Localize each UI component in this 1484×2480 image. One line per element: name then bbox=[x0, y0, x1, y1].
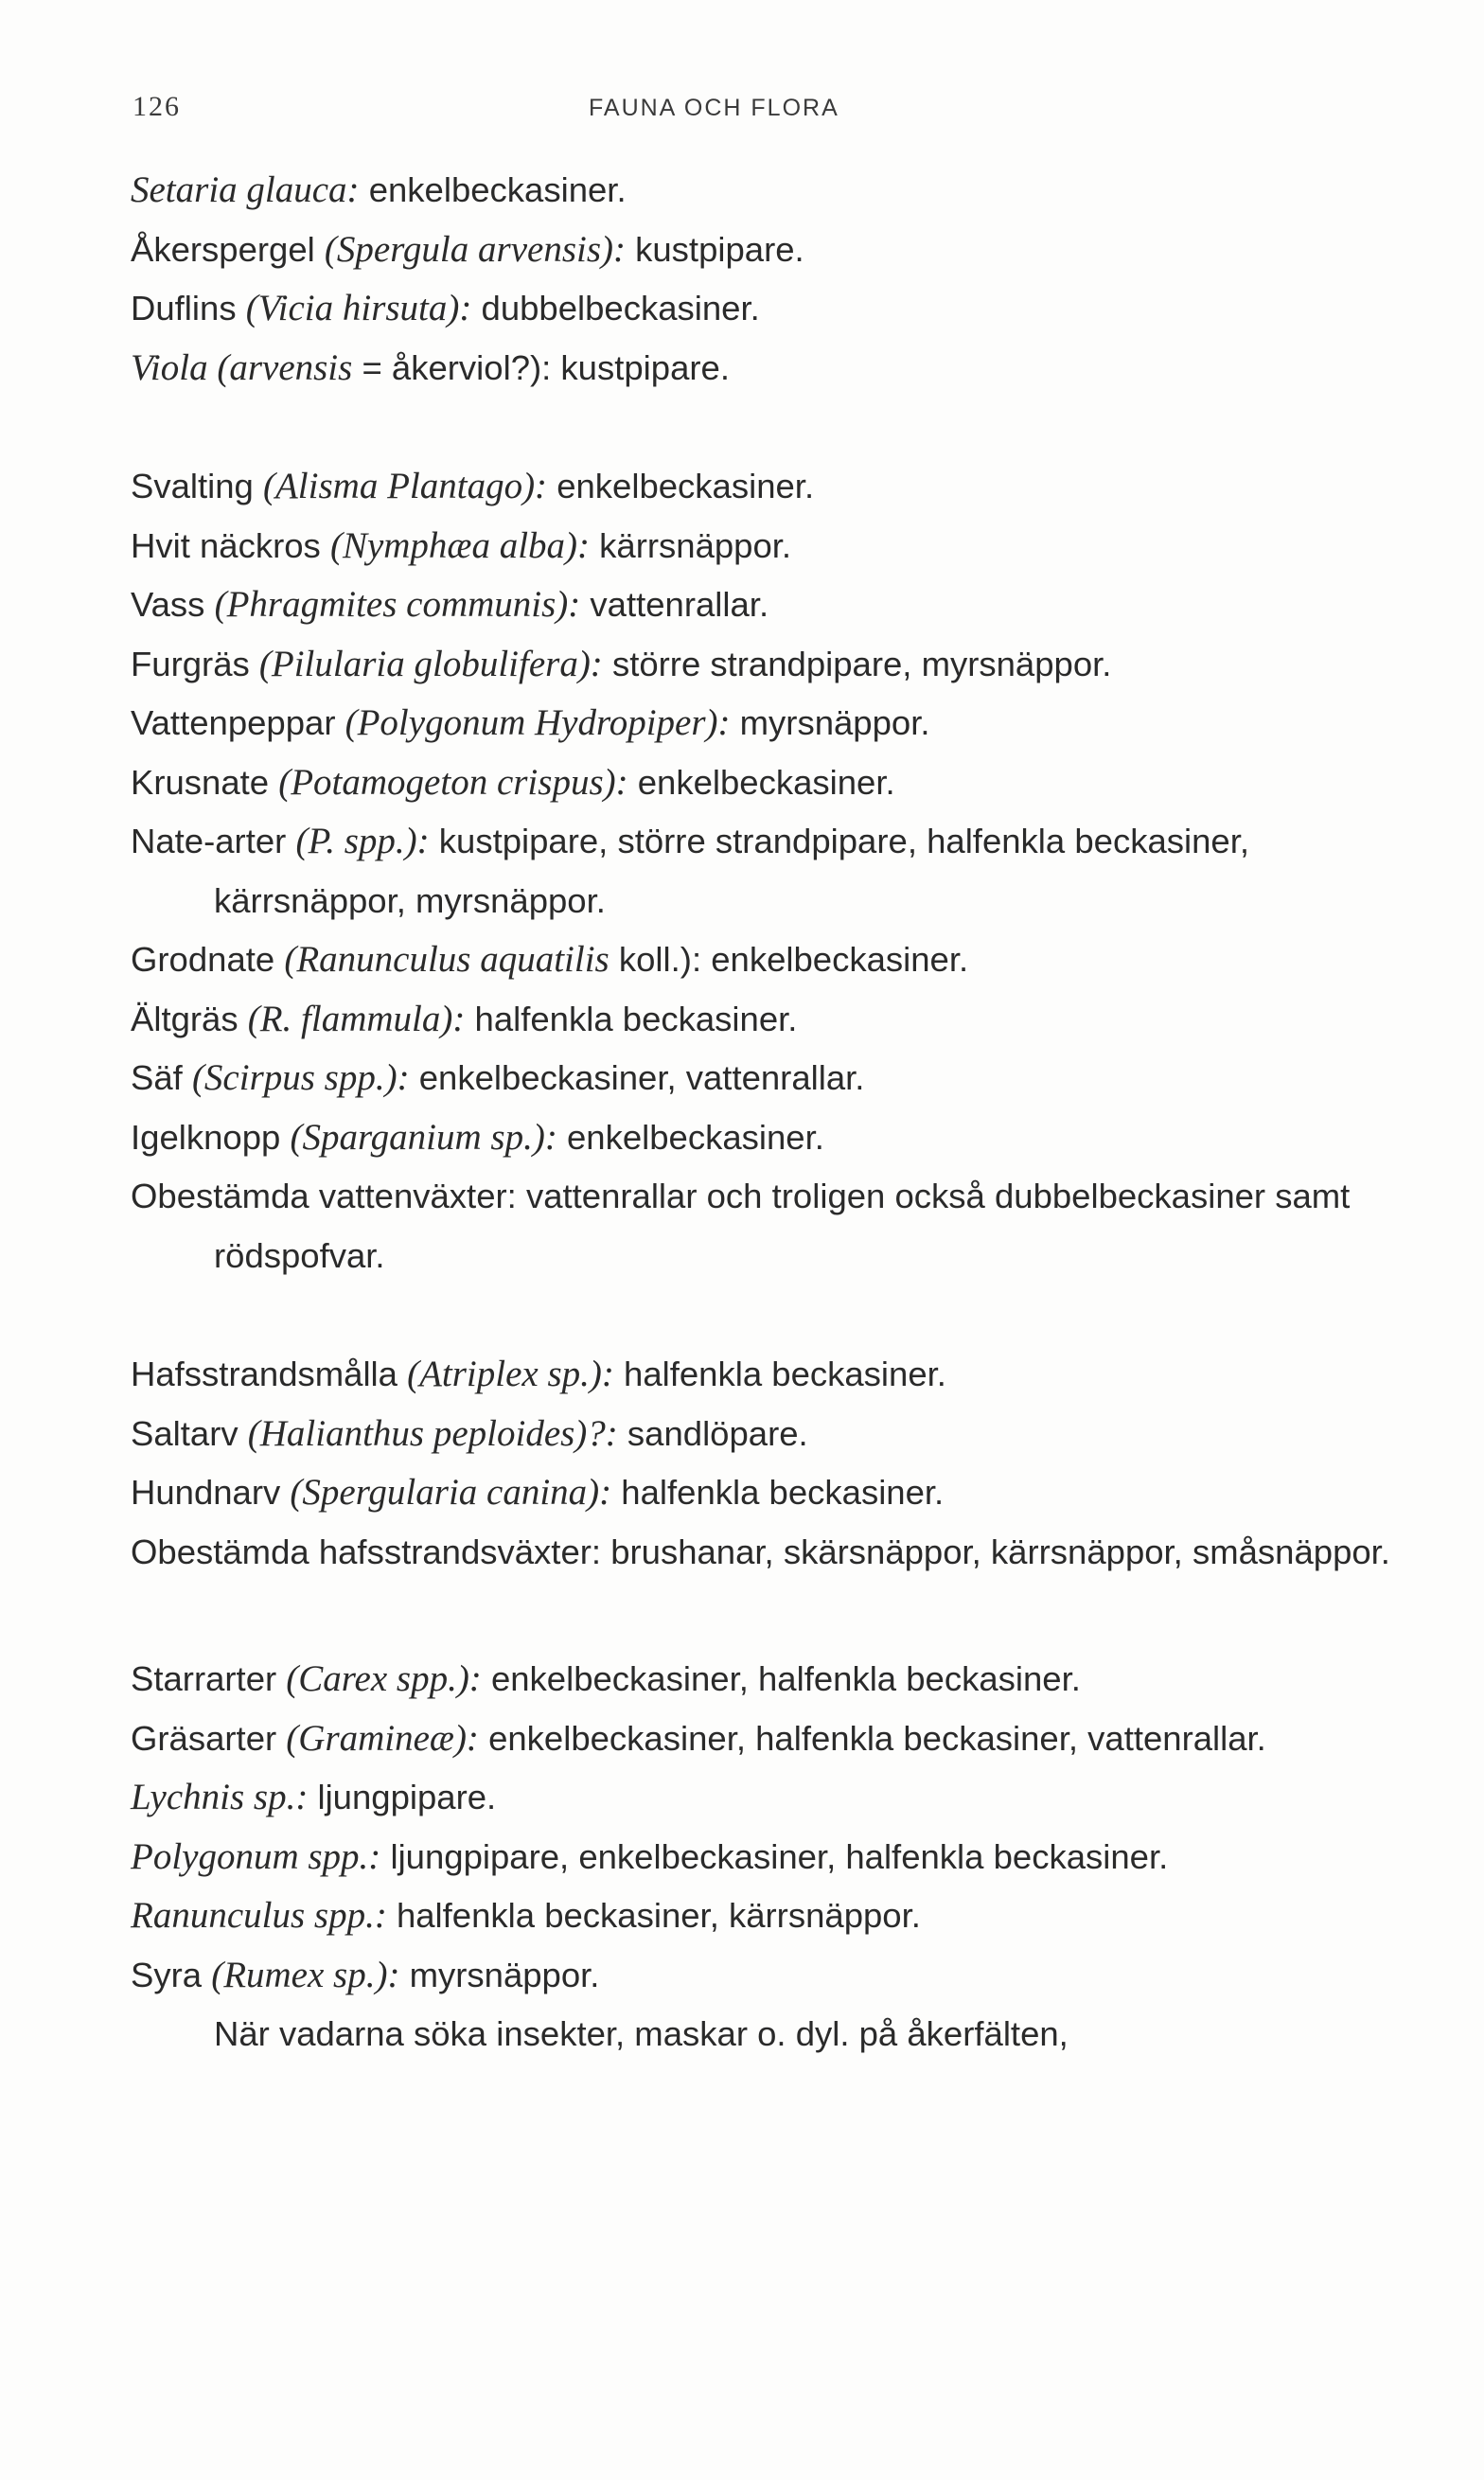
bird-list: myrsnäppor. bbox=[730, 703, 930, 742]
bird-list: sandlöpare. bbox=[617, 1413, 808, 1453]
plant-name: Igelknopp bbox=[131, 1117, 291, 1157]
bird-list: halfenkla beckasiner, kärrsnäppor. bbox=[386, 1896, 921, 1935]
list-item bbox=[131, 1405, 1361, 1464]
latin-name: Lychnis sp.: bbox=[131, 1777, 309, 1817]
latin-name: (Potamogeton crispus): bbox=[278, 761, 628, 803]
list-item bbox=[131, 1167, 1444, 1285]
list-item bbox=[131, 517, 1361, 576]
bird-list: brushanar, skärsnäppor, kärrsnäppor, småsnäppor. bbox=[601, 1532, 1390, 1571]
bird-list: enkelbeckasiner, halfenkla beckasiner. bbox=[481, 1659, 1081, 1698]
latin-name: (Ranunculus aquatilis bbox=[284, 939, 610, 980]
list-item bbox=[131, 576, 1361, 635]
plant-name: Svalting bbox=[131, 467, 263, 505]
latin-name: (Spergularia canina): bbox=[290, 1472, 612, 1513]
section-gap bbox=[131, 398, 1361, 457]
latin-name: Viola (arvensis bbox=[131, 346, 353, 388]
latin-name: (Rumex sp.): bbox=[211, 1954, 400, 1995]
latin-name: (Sparganium sp.): bbox=[290, 1116, 557, 1158]
list-item bbox=[131, 221, 1361, 280]
bird-list: ljungpipare. bbox=[308, 1778, 497, 1816]
latin-name: (Spergula arvensis): bbox=[324, 228, 626, 270]
plant-name: Hvit näckros bbox=[131, 525, 330, 565]
list-item bbox=[131, 1345, 1361, 1405]
plant-name: Hundnarv bbox=[131, 1473, 291, 1512]
latin-name: (Nymphæa alba): bbox=[329, 524, 591, 566]
plant-name: Vattenpeppar bbox=[131, 703, 345, 742]
plant-name: Hafsstrandsmålla bbox=[131, 1355, 408, 1393]
bird-list: vattenrallar. bbox=[580, 585, 769, 624]
list-item bbox=[131, 1887, 1361, 1946]
plant-name: Åkerspergel bbox=[131, 229, 325, 269]
plant-name: Krusnate bbox=[131, 762, 279, 802]
latin-name: Setaria glauca: bbox=[131, 169, 360, 210]
plant-name: Nate-arter bbox=[131, 822, 296, 860]
list-item bbox=[131, 930, 1361, 990]
closing-paragraph bbox=[131, 2005, 1361, 2064]
bird-list: halfenkla beckasiner. bbox=[465, 999, 798, 1038]
plant-name: Obestämda hafsstrandsväxter: bbox=[131, 1532, 602, 1571]
latin-name: (Halianthus peploides)?: bbox=[247, 1412, 618, 1454]
latin-name: (Pilularia globulifera): bbox=[258, 643, 603, 684]
latin-name: (Alisma Plantago): bbox=[263, 466, 548, 506]
latin-name: (Gramineæ): bbox=[286, 1717, 479, 1759]
page-body bbox=[131, 161, 1390, 2064]
bird-list: enkelbeckasiner. bbox=[359, 170, 627, 209]
plant-name: Starrarter bbox=[131, 1659, 287, 1698]
list-item bbox=[131, 812, 1435, 930]
list-item bbox=[131, 1463, 1361, 1523]
list-item bbox=[131, 457, 1361, 517]
plant-name: Ältgräs bbox=[131, 999, 248, 1038]
bird-list: koll.): enkelbeckasiner. bbox=[609, 940, 969, 979]
latin-name: (P. spp.): bbox=[295, 821, 430, 861]
bird-list: vattenrallar och troligen också dubbelbeckasiner samt rödspofvar. bbox=[214, 1177, 1351, 1275]
bird-list: större strandpipare, myrsnäppor. bbox=[602, 644, 1112, 683]
list-item bbox=[131, 990, 1361, 1050]
bird-list: ljungpipare, enkelbeckasiner, halfenkla beckasiner. bbox=[380, 1836, 1169, 1876]
list-item bbox=[131, 1523, 1444, 1583]
bird-list: kustpipare, större strandpipare, halfenkla beckasiner, kärrsnäppor, myrsnäppor. bbox=[214, 822, 1249, 920]
list-item bbox=[131, 753, 1361, 813]
running-head: FAUNA OCH FLORA bbox=[589, 95, 839, 121]
list-item bbox=[131, 1946, 1361, 2006]
latin-name: (Atriplex sp.): bbox=[407, 1354, 614, 1394]
bird-list: halfenkla beckasiner. bbox=[611, 1473, 945, 1512]
plant-name: Gräsarter bbox=[131, 1718, 287, 1758]
plant-name: Säf bbox=[131, 1058, 192, 1097]
plant-name: Grodnate bbox=[131, 940, 285, 979]
latin-name: (Scirpus spp.): bbox=[191, 1057, 410, 1098]
list-item bbox=[131, 1709, 1444, 1769]
list-item bbox=[131, 279, 1361, 339]
bird-list: = åkerviol?): kustpipare. bbox=[352, 347, 730, 387]
page-header bbox=[0, 91, 1484, 129]
list-item bbox=[131, 1828, 1444, 1887]
list-item bbox=[131, 339, 1361, 399]
plant-name: Obestämda vattenväxter: bbox=[131, 1177, 517, 1215]
list-item bbox=[131, 161, 1361, 221]
list-item bbox=[131, 635, 1361, 695]
closing-line: När vadarna söka insekter, maskar o. dyl. på åkerfälten, bbox=[214, 2014, 1069, 2053]
section-gap bbox=[131, 1582, 1361, 1650]
latin-name: Ranunculus spp.: bbox=[131, 1895, 387, 1936]
bird-list: enkelbeckasiner, halfenkla beckasiner, vattenrallar. bbox=[478, 1718, 1266, 1758]
list-item bbox=[131, 694, 1361, 753]
plant-name: Furgräs bbox=[131, 644, 259, 683]
bird-list: enkelbeckasiner. bbox=[627, 762, 895, 802]
list-item bbox=[131, 1108, 1361, 1168]
bird-list: kärrsnäppor. bbox=[590, 525, 792, 565]
latin-name: (Vicia hirsuta): bbox=[245, 288, 472, 328]
latin-name: Polygonum spp.: bbox=[131, 1835, 381, 1877]
plant-name: Vass bbox=[131, 585, 215, 624]
bird-list: dubbelbeckasiner. bbox=[471, 289, 760, 328]
latin-name: (Phragmites communis): bbox=[214, 584, 581, 625]
page-number: 126 bbox=[132, 91, 181, 122]
list-item bbox=[131, 1049, 1361, 1108]
bird-list: enkelbeckasiner. bbox=[547, 467, 815, 505]
section-gap bbox=[131, 1285, 1361, 1345]
latin-name: (R. flammula): bbox=[247, 998, 466, 1039]
list-item bbox=[131, 1650, 1361, 1709]
bird-list: enkelbeckasiner, vattenrallar. bbox=[409, 1058, 865, 1097]
plant-name: Syra bbox=[131, 1955, 212, 1994]
plant-name: Saltarv bbox=[131, 1413, 248, 1453]
bird-list: myrsnäppor. bbox=[399, 1955, 600, 1994]
list-item bbox=[131, 1768, 1361, 1828]
bird-list: kustpipare. bbox=[625, 229, 804, 269]
plant-name: Duflins bbox=[131, 289, 246, 328]
latin-name: (Carex spp.): bbox=[286, 1658, 482, 1699]
bird-list: enkelbeckasiner. bbox=[556, 1117, 824, 1157]
latin-name: (Polygonum Hydropiper): bbox=[344, 702, 731, 743]
bird-list: halfenkla beckasiner. bbox=[613, 1355, 946, 1393]
